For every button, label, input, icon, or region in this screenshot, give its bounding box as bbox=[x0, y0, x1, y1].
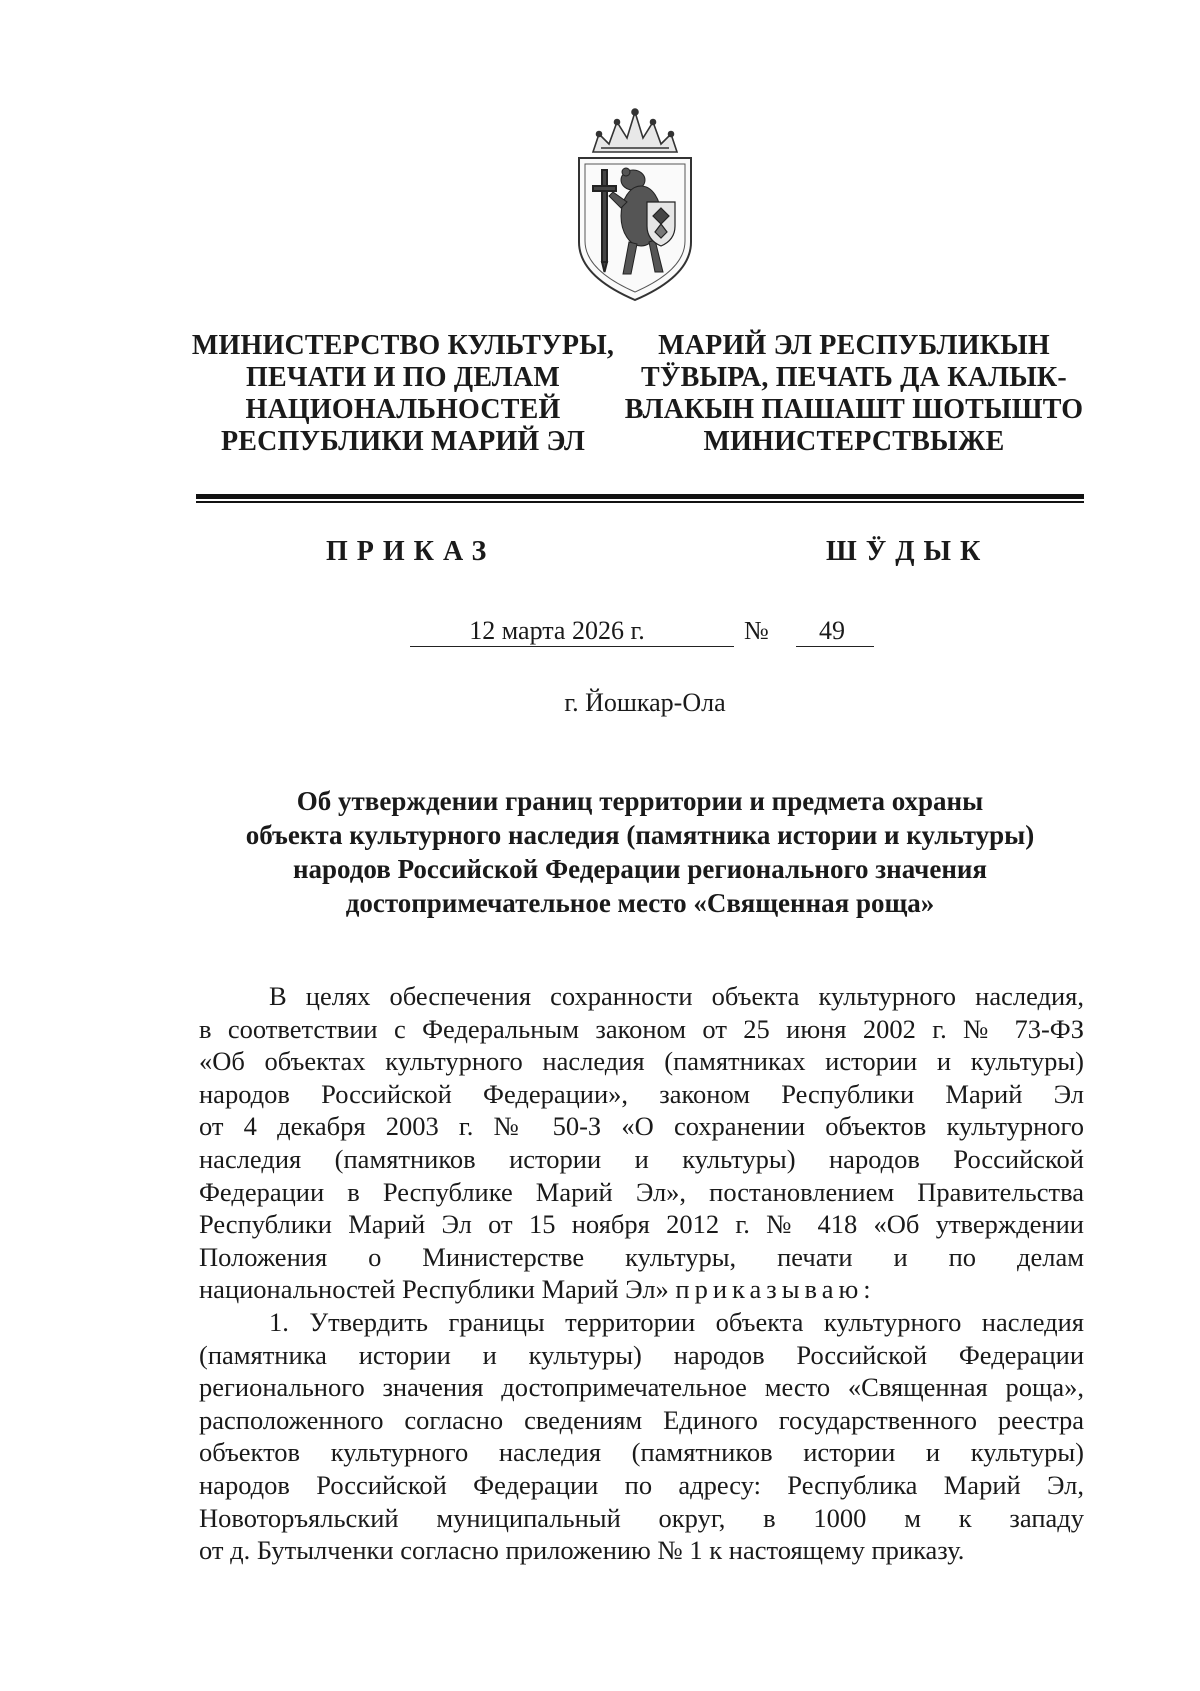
item1-line: регионального значения достопримечательное место «Священная роща», bbox=[199, 1372, 1084, 1403]
order-title-mari: ШӰДЫК bbox=[826, 536, 990, 567]
title-line: объекта культурного наследия (памятника истории и культуры) bbox=[245, 820, 1035, 850]
ministry-ru-line: МИНИСТЕРСТВО КУЛЬТУРЫ, bbox=[191, 330, 615, 361]
document-title bbox=[196, 784, 1084, 920]
ministry-name-mari bbox=[624, 330, 1084, 458]
ministry-name-russian bbox=[178, 330, 628, 458]
title-line: достопримечательное место «Священная роща» bbox=[345, 888, 935, 918]
title-line: Об утверждении границ территории и предмета охраны bbox=[296, 786, 984, 816]
ministry-ru-line: РЕСПУБЛИКИ МАРИЙ ЭЛ bbox=[220, 426, 586, 457]
document-body bbox=[199, 980, 1084, 1567]
ministry-mari-line: ВЛАКЫН ПАШАШТ ШОТЫШТО bbox=[624, 394, 1084, 425]
title-line: народов Российской Федерации регионального значения bbox=[292, 854, 988, 884]
item1-line: от д. Бутылченки согласно приложению № 1 к настоящему приказу. bbox=[199, 1535, 965, 1566]
item1-line: (памятника истории и культуры) народов Российской Федерации bbox=[199, 1339, 1084, 1370]
preamble-line: Федерации в Республике Марий Эл», постановлением Правительства bbox=[199, 1176, 1084, 1207]
ministry-mari-line: МИНИСТЕРСТВЫЖЕ bbox=[703, 426, 1005, 457]
preamble-last-line bbox=[199, 1273, 1084, 1306]
order-title-russian: ПРИКАЗ bbox=[326, 536, 496, 567]
preamble-line: Республики Марий Эл от 15 ноября 2012 г. № 418 «Об утверждении bbox=[199, 1209, 1084, 1240]
item1-line: расположенного согласно сведениям Единого государственного реестра bbox=[199, 1404, 1084, 1435]
preamble-last-text: национальностей Республики Марий Эл» bbox=[199, 1274, 669, 1305]
preamble-line: «Об объектах культурного наследия (памятниках истории и культуры) bbox=[199, 1046, 1084, 1077]
preamble-line: от 4 декабря 2003 г. № 50-З «О сохранении объектов культурного bbox=[199, 1111, 1084, 1142]
ministry-ru-line: ПЕЧАТИ И ПО ДЕЛАМ bbox=[245, 362, 561, 393]
item1-line: 1. Утвердить границы территории объекта культурного наследия bbox=[269, 1306, 1084, 1337]
preamble-line: В целях обеспечения сохранности объекта культурного наследия, bbox=[269, 981, 1084, 1011]
ministry-mari-line: МАРИЙ ЭЛ РЕСПУБЛИКЫН bbox=[658, 330, 1050, 361]
preamble-action: приказываю: bbox=[675, 1274, 876, 1305]
preamble-line: в соответствии с Федеральным законом от 25 июня 2002 г. № 73-ФЗ bbox=[199, 1013, 1084, 1044]
number-sign: № bbox=[744, 616, 769, 645]
crown-icon bbox=[593, 109, 677, 152]
preamble-line: наследия (памятников истории и культуры) народов Российской bbox=[199, 1143, 1084, 1174]
coat-of-arms-emblem bbox=[571, 104, 699, 304]
item1-line: объектов культурного наследия (памятников истории и культуры) bbox=[199, 1437, 1084, 1468]
pattern-shield-icon bbox=[647, 202, 675, 246]
order-number: 49 bbox=[796, 616, 874, 647]
preamble-line: Положения о Министерстве культуры, печати и по делам bbox=[199, 1241, 1084, 1272]
item1-line: народов Российской Федерации по адресу: Республика Марий Эл, bbox=[199, 1469, 1084, 1500]
ministry-ru-line: НАЦИОНАЛЬНОСТЕЙ bbox=[245, 394, 561, 425]
item1-line: Новоторъяльский муниципальный округ, в 1000 м к западу bbox=[199, 1502, 1084, 1533]
preamble-line: народов Российской Федерации», законом Республики Марий Эл bbox=[199, 1078, 1084, 1109]
header-divider-thin bbox=[196, 501, 1084, 503]
order-city: г. Йошкар-Ола bbox=[564, 688, 726, 717]
ministry-mari-line: ТӰВЫРА, ПЕЧАТЬ ДА КАЛЫК- bbox=[641, 362, 1067, 393]
order-date: 12 марта 2026 г. bbox=[410, 616, 734, 647]
header-divider-thick bbox=[196, 494, 1084, 499]
